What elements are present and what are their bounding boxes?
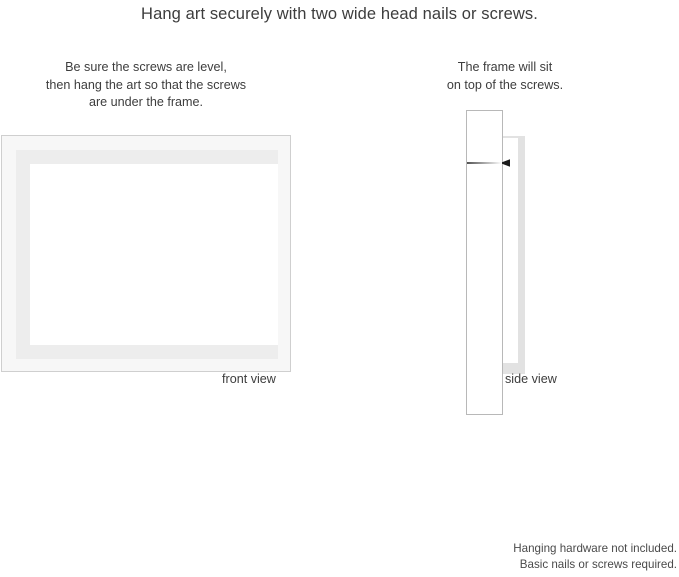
page-title: Hang art securely with two wide head nails or screws. xyxy=(141,5,538,23)
nail-icon xyxy=(466,158,513,168)
side-view-caption-line-1: The frame will sit xyxy=(457,60,553,74)
front-view-mat xyxy=(16,150,278,359)
side-view-drawing xyxy=(466,110,546,415)
front-view-frame xyxy=(1,135,291,372)
side-view-caption-line-2: on top of the screws. xyxy=(446,77,564,92)
front-view-caption-line-3: are under the frame. xyxy=(88,95,204,109)
front-view-label: front view xyxy=(222,372,276,386)
side-view-label: side view xyxy=(505,372,557,386)
footer-line-1: Hanging hardware not included. xyxy=(513,542,677,555)
front-view-artwork-area xyxy=(30,164,278,345)
footer-note xyxy=(513,541,677,572)
front-view-caption xyxy=(0,59,292,112)
footer-line-2: Basic nails or screws required. xyxy=(519,557,677,571)
front-view-caption-line-2: then hang the art so that the screws xyxy=(45,77,247,92)
front-view-caption-line-1: Be sure the screws are level, xyxy=(65,60,227,74)
side-view-wall xyxy=(466,110,503,415)
side-view-caption xyxy=(390,59,620,94)
